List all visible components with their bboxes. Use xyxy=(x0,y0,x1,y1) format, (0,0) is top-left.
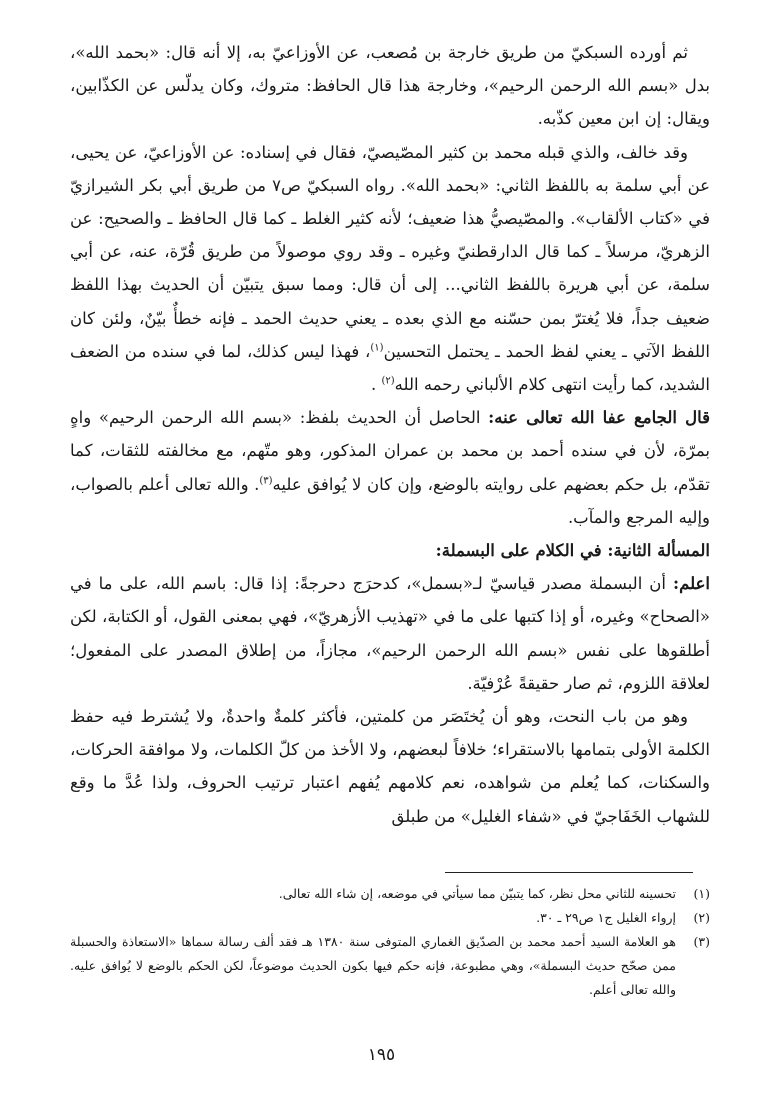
footnote-ref-1[interactable]: (١) xyxy=(370,342,384,354)
footnote-number: (٣) xyxy=(693,934,710,949)
paragraph-3-text-a: الحاصل أن الحديث بلفظ: «بسم الله الرحمن الرحيم» واهٍ بمرّة، لأن في سنده أحمد بن محمد بن عمران المذكور، وهو متّهم، مع مخالفته للثقات، كما تقدّم، بل حكم بعضهم على روايته بالوضع، وإن كان لا يُوافق عليه xyxy=(70,408,710,494)
footnotes xyxy=(70,882,710,1002)
paragraph-4-text: أن البسملة مصدر قياسيّ لـ«بسمل»، كدحرَج دحرجةً: إذا قال: باسم الله، على ما في «الصحاح» وغيره، أو إذا كتبها على ما في «تهذيب الأزهريّ»، فهي بمعنى القول، أو الكتابة، لكن أطلقوها على نفس «بسم الله الرحمن الرحيم»، مجازاً، من إطلاق المصدر على المفعول؛ لعلاقة اللزوم، ثم صار حقيقةً عُرْفيّة. xyxy=(70,574,710,693)
footnote-text: هو العلامة السيد أحمد محمد بن الصدّيق الغماري المتوفى سنة ١٣٨٠ هـ فقد ألف رسالة سماها «الاستعاذة والحسبلة ممن صحّح حديث البسملة»، وهي مطبوعة، فإنه حكم فيها بكون الحديث موضوعاً، لكن الحكم بالوضع لا يُوافق عليه. والله تعالى أعلم. xyxy=(70,934,676,997)
paragraph-5 xyxy=(70,700,710,833)
footnote-1 xyxy=(70,882,710,906)
footnote-ref-3[interactable]: (٣) xyxy=(259,475,273,487)
paragraph-3-text-b: . والله تعالى أعلم بالصواب، وإليه المرجع والمآب. xyxy=(70,474,710,527)
footnote-number: (١) xyxy=(693,886,710,901)
footnote-ref-2[interactable]: (٢) xyxy=(381,375,395,387)
paragraph-2-text-a: وقد خالف، والذي قبله محمد بن كثير المصّيصيّ، فقال في إسناده: عن الأوزاعيّ، عن يحيى، عن أبي سلمة به باللفظ الثاني: «بحمد الله». رواه السبكيّ ص٧ من طريق أبي بكر الشيرازيّ في «كتاب الألقاب». والمصّيصيُّ هذا ضعيف؛ لأنه كثير الغلط ـ كما قال الحافظ ـ والصحيح: عن الزهريّ، مرسلاً ـ كما قال الدارقطنيّ وغيره ـ وقد روي موصولاً من طريق قُرّة، عنه، عن أبي سلمة، عن أبي هريرة باللفظ الثاني... إلى أن قال: ومما سبق يتبيّن أن الحديث بهذا اللفظ ضعيف جداً، فلا يُغترّ بمن حسّنه مع الذي بعده ـ يعني حديث الحمد ـ فإنه خطأٌ بيّنٌ، ولئن كان اللفظ الآتي ـ يعني لفظ الحمد ـ يحتمل التحسين xyxy=(70,142,711,361)
paragraph-1-text: ثم أورده السبكيّ من طريق خارجة بن مُصعب، عن الأوزاعيّ به، إلا أنه قال: «بحمد الله»، بدل «بسم الله الرحمن الرحيم»، وخارجة هذا قال الحافظ: متروك، وكان يدلّس عن الكذّابين، ويقال: إن ابن معين كذّبه. xyxy=(70,43,710,129)
compiler-note-lead: قال الجامع عفا الله تعالى عنه: xyxy=(488,408,710,428)
section-heading: المسألة الثانية: في الكلام على البسملة: xyxy=(435,541,710,561)
page-number: ١٩٥ xyxy=(367,1045,396,1065)
paragraph-4 xyxy=(70,567,710,700)
footnote-divider xyxy=(445,872,693,873)
footnote-3 xyxy=(70,930,710,1002)
page-body xyxy=(70,36,710,833)
paragraph-1 xyxy=(70,36,710,136)
paragraph-4-lead: اعلم: xyxy=(673,574,710,594)
footnote-2 xyxy=(70,906,710,930)
paragraph-2 xyxy=(70,136,710,402)
paragraph-3 xyxy=(70,401,710,534)
paragraph-2-text-c: . xyxy=(370,375,382,395)
footnote-text: تحسينه للثاني محل نظر، كما يتبيّن مما سيأتي في موضعه، إن شاء الله تعالى. xyxy=(278,886,676,901)
footnote-text: إرواء الغليل ج١ ص٢٩ ـ ٣٠. xyxy=(536,910,676,925)
footnote-number: (٢) xyxy=(693,910,710,925)
paragraph-2-text-b: ، فهذا ليس كذلك، لما في سنده من الضعف الشديد، كما رأيت انتهى كلام الألباني رحمه الله xyxy=(70,341,710,395)
paragraph-5-text: وهو من باب النحت، وهو أن يُختَصَر من كلمتين، فأكثر كلمةٌ واحدةٌ، ولا يُشترط فيه حفظ الكلمة الأولى بتمامها بالاستقراء؛ خلافاً لبعضهم، ولا الأخذ من كلّ الكلمات، ولا موافقة الحركات، والسكنات، كما يُعلم من شواهده، نعم كلامهم يُفهم اعتبار ترتيب الحروف، ولذا عُدَّ ما وقع للشهاب الخَفَاجيّ في «شفاء الغليل» من طبلق xyxy=(70,707,710,826)
